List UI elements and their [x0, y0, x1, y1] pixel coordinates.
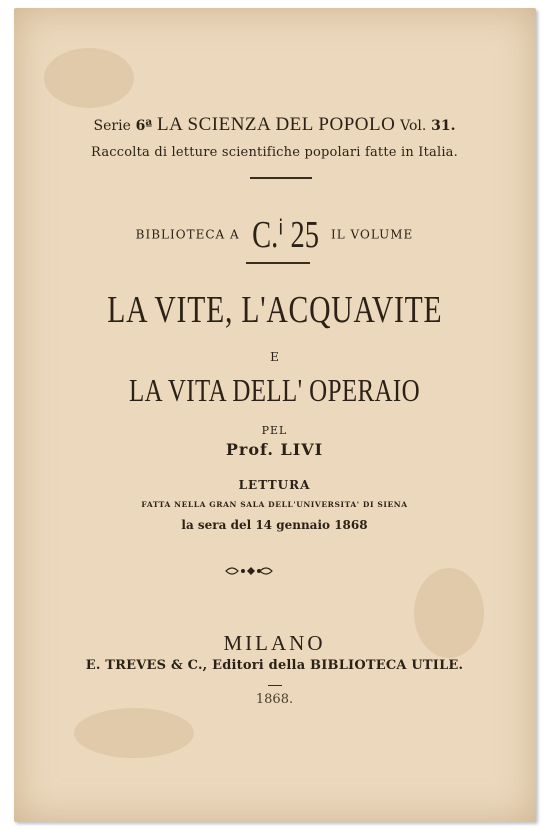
imprint-city: MILANO — [223, 631, 326, 655]
collection-subtitle: Raccolta di letture scientifiche popolari fatte in Italia. — [91, 145, 458, 160]
price-suffix: IL VOLUME — [331, 227, 414, 242]
serie-label: Serie — [93, 118, 131, 134]
title-text: LA VITA DELL' OPERAIO — [128, 372, 421, 408]
vol-label: Vol. — [400, 118, 427, 134]
price-amount: C.ⁱ 25 — [251, 214, 319, 256]
main-title-line1 — [0, 288, 549, 332]
divider-rule — [246, 262, 310, 264]
main-title-line2 — [0, 372, 549, 409]
serie-number: 6ª — [135, 118, 153, 134]
lecture-label: LETTURA — [238, 478, 311, 492]
author-by-label: PEL — [261, 424, 288, 437]
title-conjunction: E — [270, 350, 279, 364]
lecture-venue: FATTA NELLA GRAN SALA DELL'UNIVERSITA' DI SIENA — [141, 500, 408, 509]
divider-rule — [250, 177, 312, 179]
price-prefix: BIBLIOTECA A — [135, 227, 240, 242]
title-text: LA VITE, L'ACQUAVITE — [106, 289, 443, 331]
imprint-year: 1868. — [255, 692, 294, 707]
price-line — [0, 212, 549, 257]
imprint-publisher: E. TREVES & C., Editori della BIBLIOTECA UTILE. — [85, 658, 464, 673]
divider-dash — [268, 685, 282, 686]
paper-stain — [44, 48, 134, 108]
lecture-date: la sera del 14 gennaio 1868 — [181, 518, 368, 532]
ornament-icon — [224, 564, 274, 578]
vol-number: 31. — [431, 118, 456, 134]
paper-stain — [74, 708, 194, 758]
author-name: Prof. LIVI — [225, 440, 324, 459]
series-header — [0, 114, 549, 136]
collection-title: LA SCIENZA DEL POPOLO — [157, 114, 396, 135]
